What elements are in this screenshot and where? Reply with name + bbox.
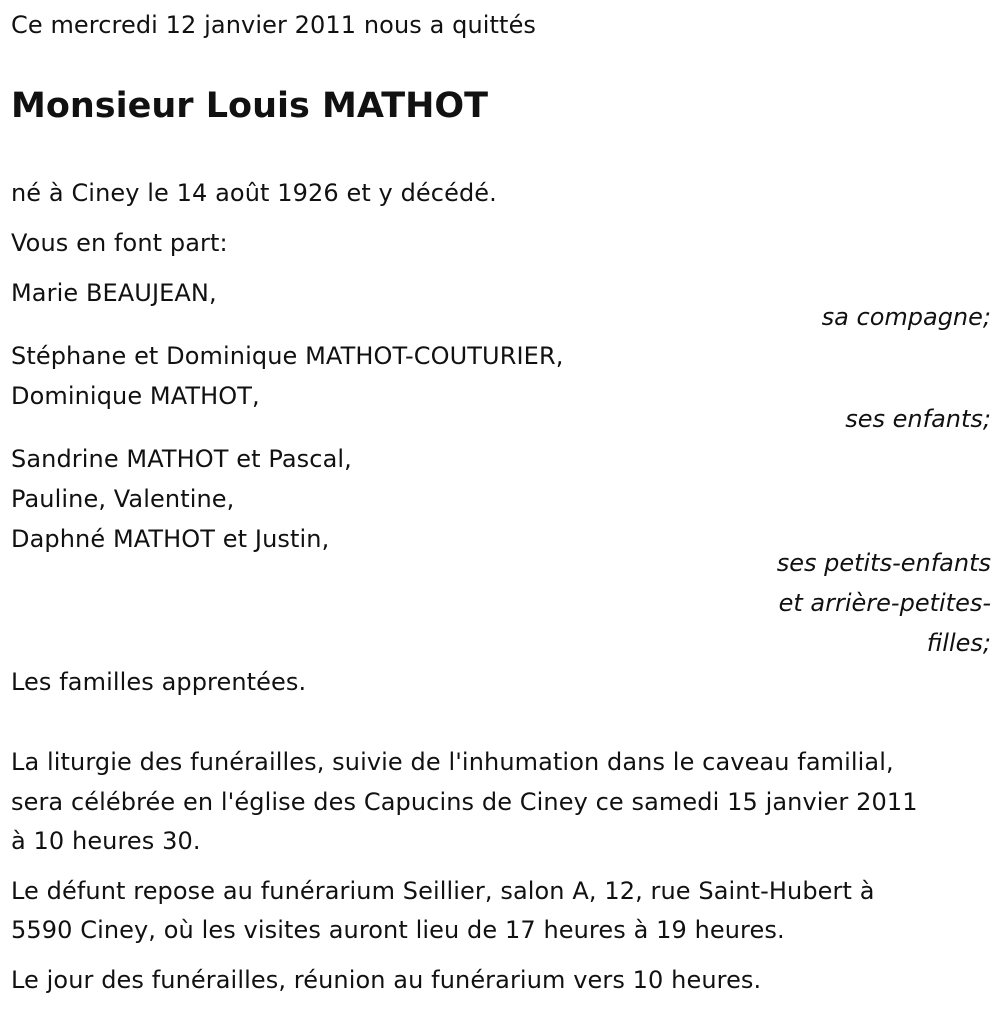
- rest-line: Le défunt repose au funérarium Seillier, salon A, 12, rue Saint-Hubert à: [11, 877, 875, 905]
- children-relation: ses enfants;: [845, 405, 991, 433]
- grandchildren-relation-line: ses petits-enfants: [776, 549, 991, 577]
- grandchildren-relation-line: filles;: [926, 629, 991, 657]
- grandchildren-relation-line: et arrière-petites-: [778, 589, 991, 617]
- grandchild-name: Daphné MATHOT et Justin,: [11, 525, 330, 553]
- liturgy-line: sera célébrée en l'église des Capucins de Ciney ce samedi 15 janvier 2011: [11, 788, 918, 816]
- liturgy-line: à 10 heures 30.: [11, 827, 201, 855]
- liturgy-line: La liturgie des funérailles, suivie de l'inhumation dans le caveau familial,: [11, 748, 894, 776]
- grandchild-name: Sandrine MATHOT et Pascal,: [11, 445, 352, 473]
- obituary-notice: [11, 0, 991, 1015]
- meeting-text: Le jour des funérailles, réunion au funérarium vers 10 heures.: [11, 966, 762, 994]
- rest-line: 5590 Ciney, où les visites auront lieu de 17 heures à 19 heures.: [11, 916, 785, 944]
- child-name: Dominique MATHOT,: [11, 382, 260, 410]
- families-text: Les familles apprentées.: [11, 668, 307, 696]
- grandchild-name: Pauline, Valentine,: [11, 485, 235, 513]
- intro-text: Ce mercredi 12 janvier 2011 nous a quittés: [11, 11, 537, 39]
- deceased-name: Monsieur Louis MATHOT: [11, 86, 488, 126]
- birth-text: né à Ciney le 14 août 1926 et y décédé.: [11, 179, 497, 207]
- partner-name: Marie BEAUJEAN,: [11, 279, 217, 307]
- announce-text: Vous en font part:: [11, 229, 228, 257]
- child-name: Stéphane et Dominique MATHOT-COUTURIER,: [11, 342, 564, 370]
- partner-relation: sa compagne;: [821, 303, 991, 331]
